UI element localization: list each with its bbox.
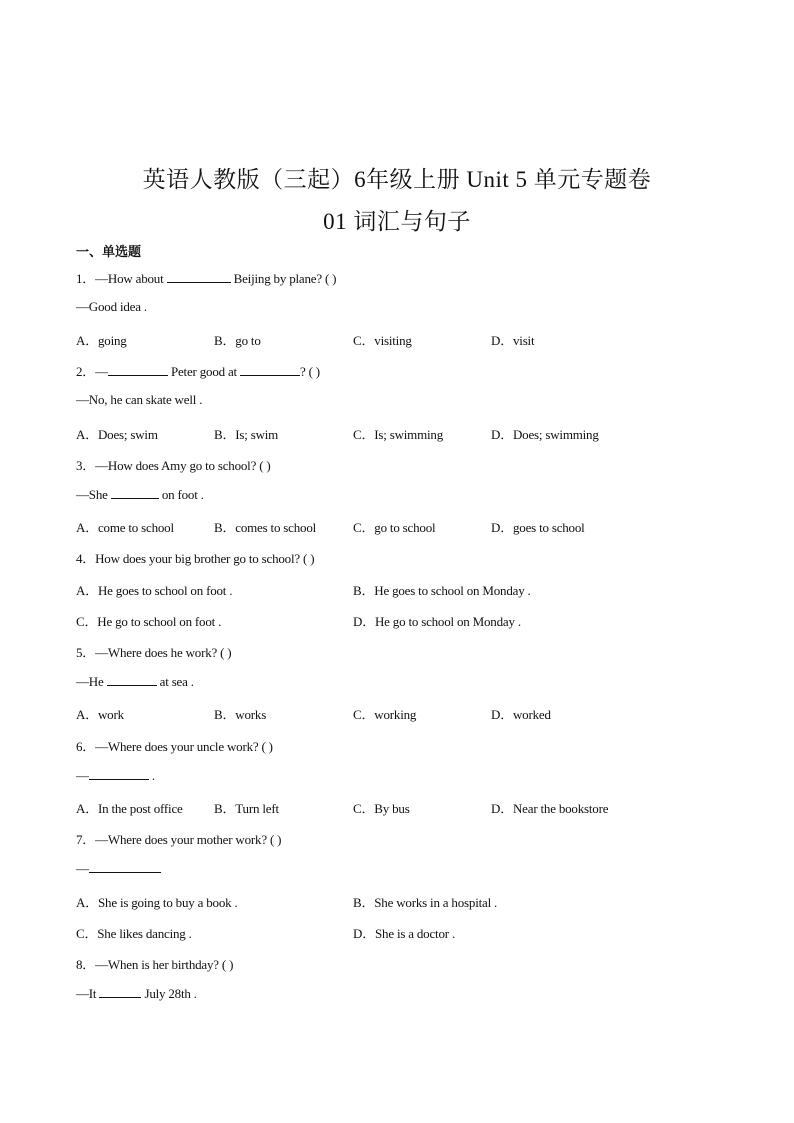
- option-2a[interactable]: A．Does; swim: [76, 427, 158, 442]
- answer-blank: [89, 767, 149, 780]
- question-2: 2．— Peter good at ? ( ): [76, 364, 320, 379]
- option-6d[interactable]: D．Near the bookstore: [491, 801, 609, 816]
- question-8: 8．—When is her birthday? ( ): [76, 957, 234, 972]
- option-1b[interactable]: B．go to: [214, 333, 261, 348]
- option-1d[interactable]: D．visit: [491, 333, 535, 348]
- option-6c[interactable]: C．By bus: [353, 801, 410, 816]
- option-5b[interactable]: B．works: [214, 707, 267, 722]
- answer-blank: [167, 270, 231, 283]
- question-6-reply: — .: [76, 768, 155, 783]
- option-4c[interactable]: C．He go to school on foot .: [76, 614, 222, 629]
- option-1c[interactable]: C．visiting: [353, 333, 412, 348]
- answer-blank: [240, 363, 300, 376]
- document-title: 英语人教版（三起）6年级上册 Unit 5 单元专题卷: [142, 167, 652, 192]
- answer-blank: [111, 486, 159, 499]
- question-1-reply: —Good idea .: [76, 299, 147, 314]
- question-6: 6．—Where does your uncle work? ( ): [76, 739, 273, 754]
- question-3-reply: —She on foot .: [76, 487, 204, 502]
- option-4d[interactable]: D．He go to school on Monday .: [353, 614, 521, 629]
- option-3b[interactable]: B．comes to school: [214, 520, 317, 535]
- option-5c[interactable]: C．working: [353, 707, 417, 722]
- answer-blank: [107, 673, 157, 686]
- option-3d[interactable]: D．goes to school: [491, 520, 585, 535]
- option-1a[interactable]: A．going: [76, 333, 127, 348]
- option-4a[interactable]: A．He goes to school on foot .: [76, 583, 233, 598]
- option-6b[interactable]: B．Turn left: [214, 801, 279, 816]
- document-subtitle: 01 词汇与句子: [323, 209, 471, 234]
- option-7a[interactable]: A．She is going to buy a book .: [76, 895, 238, 910]
- option-6a[interactable]: A．In the post office: [76, 801, 183, 816]
- option-2c[interactable]: C．Is; swimming: [353, 427, 444, 442]
- option-7c[interactable]: C．She likes dancing .: [76, 926, 192, 941]
- answer-blank: [108, 363, 168, 376]
- question-7-reply: —: [76, 860, 161, 877]
- option-3a[interactable]: A．come to school: [76, 520, 174, 535]
- answer-blank: [89, 860, 161, 873]
- option-7d[interactable]: D．She is a doctor .: [353, 926, 455, 941]
- question-3: 3．—How does Amy go to school? ( ): [76, 458, 271, 473]
- option-7b[interactable]: B．She works in a hospital .: [353, 895, 498, 910]
- question-4: 4．How does your big brother go to school? ( ): [76, 551, 315, 566]
- section-heading: 一、单选题: [76, 245, 142, 260]
- option-2d[interactable]: D．Does; swimming: [491, 427, 599, 442]
- question-2-reply: —No, he can skate well .: [76, 392, 203, 407]
- option-5a[interactable]: A．work: [76, 707, 124, 722]
- question-7: 7．—Where does your mother work? ( ): [76, 832, 282, 847]
- question-5-reply: —He at sea .: [76, 674, 194, 689]
- answer-blank: [99, 985, 141, 998]
- question-1: 1．—How about Beijing by plane? ( ): [76, 271, 337, 286]
- question-5: 5．—Where does he work? ( ): [76, 645, 232, 660]
- option-4b[interactable]: B．He goes to school on Monday .: [353, 583, 531, 598]
- option-3c[interactable]: C．go to school: [353, 520, 436, 535]
- option-2b[interactable]: B．Is; swim: [214, 427, 279, 442]
- question-8-reply: —It July 28th .: [76, 986, 197, 1001]
- option-5d[interactable]: D．worked: [491, 707, 551, 722]
